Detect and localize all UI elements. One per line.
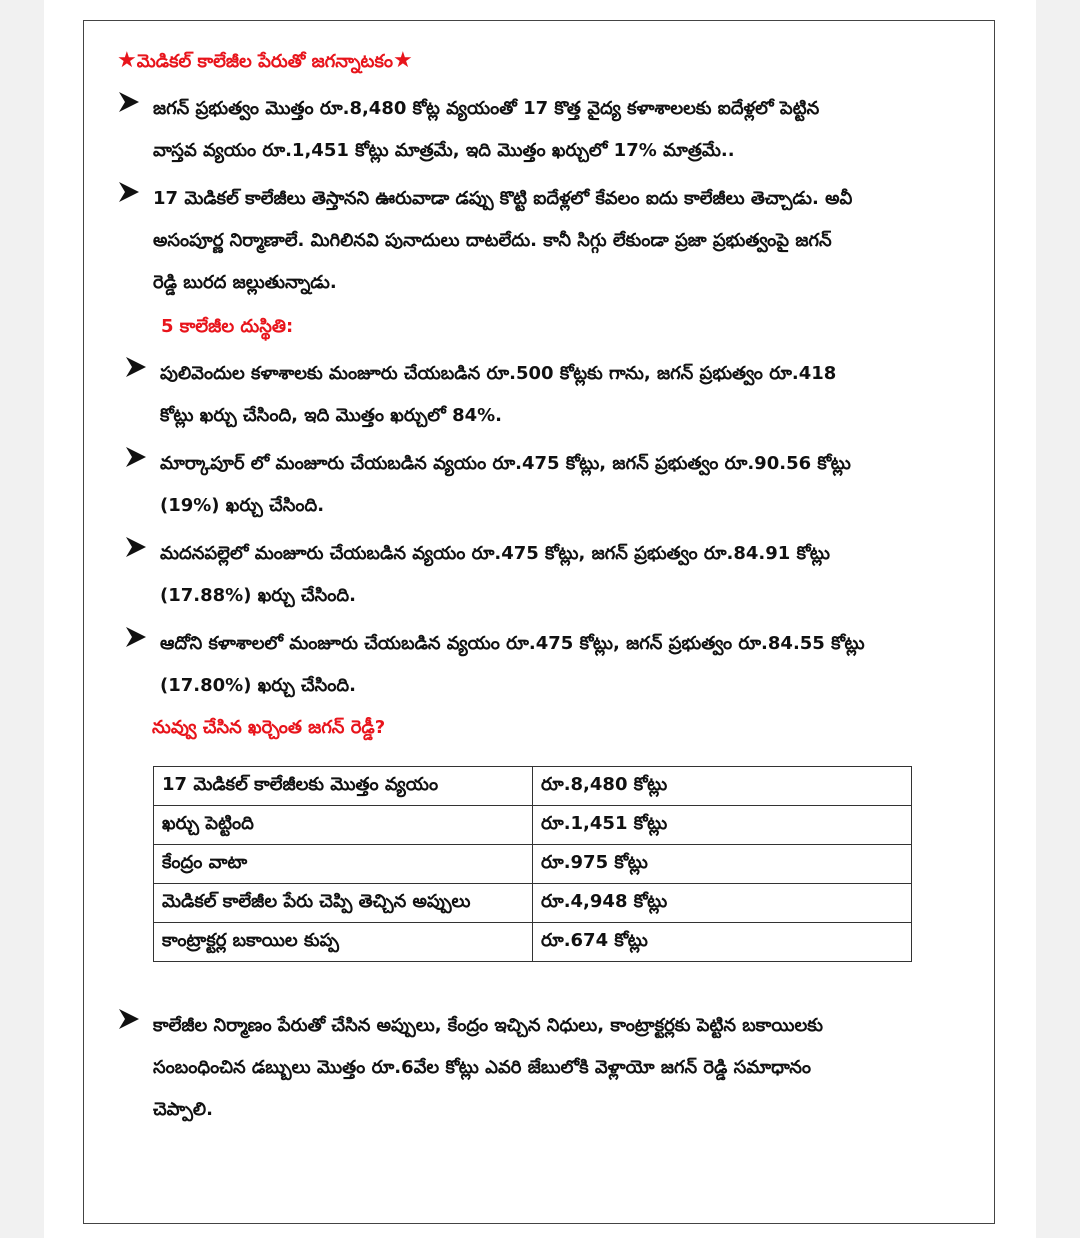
paragraph-line: చెప్పాలి. (153, 1099, 213, 1120)
paragraph-line: అసంపూర్ణ నిర్మాణాలే. మిగిలినవి పునాదులు దాటలేదు. కానీ సిగ్గు లేకుండా ప్రజా ప్రభుత్వంపై జగన్ (153, 230, 832, 251)
college-point (160, 623, 865, 707)
paragraph-line: కాలేజీల నిర్మాణం పేరుతో చేసిన అప్పులు, కేంద్రం ఇచ్చిన నిధులు, కాంట్రాక్టర్లకు పెట్టిన బకాయిలకు (153, 1015, 823, 1036)
paragraph-line: జగన్ ప్రభుత్వం మొత్తం రూ.8,480 కోట్ల వ్యయంతో 17 కొత్త వైద్య కళాశాలలకు ఐదేళ్లలో పెట్టిన (153, 98, 820, 119)
arrowhead-bullet-icon (124, 355, 148, 379)
document-title (117, 48, 413, 76)
arrowhead-bullet-icon (124, 445, 148, 469)
arrowhead-bullet-icon (117, 90, 141, 114)
point-line: (19%) ఖర్చు చేసింది. (160, 495, 325, 516)
document-page (44, 0, 1036, 1238)
table-cell-amount: రూ.975 కోట్లు (533, 845, 912, 884)
college-point (160, 533, 830, 617)
table-cell-label: కాంట్రాక్టర్ల బకాయిల కుప్ప (154, 923, 533, 962)
star-icon: ★ (392, 48, 413, 73)
point-line: మార్కాపూర్ లో మంజూరు చేయబడిన వ్యయం రూ.475 కోట్లు, జగన్ ప్రభుత్వం రూ.90.56 కోట్లు (160, 453, 851, 474)
paragraph-line: రెడ్డి బురద జల్లుతున్నాడు. (153, 272, 337, 293)
point-line: ఆదోని కళాశాలలో మంజూరు చేయబడిన వ్యయం రూ.475 కోట్లు, జగన్ ప్రభుత్వం రూ.84.55 కోట్లు (160, 633, 865, 654)
table-row (154, 923, 912, 962)
table-row (154, 845, 912, 884)
bullet-paragraph (153, 88, 819, 172)
point-line: పులివెందుల కళాశాలకు మంజూరు చేయబడిన రూ.500 కోట్లకు గాను, జగన్ ప్రభుత్వం రూ.418 (160, 363, 837, 384)
point-line: మదనపల్లెలో మంజూరు చేయబడిన వ్యయం రూ.475 కోట్లు, జగన్ ప్రభుత్వం రూ.84.91 కోట్లు (160, 543, 831, 564)
paragraph-line: 17 మెడికల్ కాలేజీలు తెస్తానని ఊరువాడా డప్పు కొట్టి ఐదేళ్లలో కేవలం ఐదు కాలేజీలు తెచ్చాడు. అవీ (153, 188, 853, 209)
subheading-question: నువ్వు చేసిన ఖర్చెంత జగన్ రెడ్డీ? (152, 717, 386, 738)
title-text: మెడికల్ కాలేజీల పేరుతో జగన్నాటకం (136, 51, 393, 72)
table-row (154, 806, 912, 845)
closing-paragraph (153, 1005, 823, 1131)
table-row (154, 884, 912, 923)
point-line: (17.80%) ఖర్చు చేసింది. (160, 675, 356, 696)
point-line: కోట్లు ఖర్చు చేసింది, ఇది మొత్తం ఖర్చులో 84%. (160, 405, 503, 426)
table-cell-amount: రూ.4,948 కోట్లు (533, 884, 912, 923)
table-cell-label: మెడికల్ కాలేజీల పేరు చెప్పి తెచ్చిన అప్పులు (154, 884, 533, 923)
college-point (160, 353, 836, 437)
point-line: (17.88%) ఖర్చు చేసింది. (160, 585, 356, 606)
arrowhead-bullet-icon (117, 180, 141, 204)
bullet-paragraph (153, 178, 852, 304)
paragraph-line: వాస్తవ వ్యయం రూ.1,451 కోట్లు మాత్రమే, ఇది మొత్తం ఖర్చులో 17% మాత్రమే.. (153, 140, 735, 161)
paragraph-line: సంబంధించిన డబ్బులు మొత్తం రూ.6వేల కోట్లు ఎవరి జేబులోకి వెళ్లాయో జగన్ రెడ్డి సమాధానం (153, 1057, 812, 1078)
table-cell-label: కేంద్రం వాటా (154, 845, 533, 884)
table-cell-label: 17 మెడికల్ కాలేజీలకు మొత్తం వ్యయం (154, 767, 533, 806)
table-cell-amount: రూ.8,480 కోట్లు (533, 767, 912, 806)
arrowhead-bullet-icon (124, 535, 148, 559)
cost-table (153, 766, 912, 962)
table-cell-label: ఖర్చు పెట్టింది (154, 806, 533, 845)
table-cell-amount: రూ.674 కోట్లు (533, 923, 912, 962)
star-icon: ★ (117, 48, 137, 73)
college-point (160, 443, 851, 527)
subheading-colleges: 5 కాలేజీల దుస్థితి: (161, 316, 294, 337)
table-row (154, 767, 912, 806)
arrowhead-bullet-icon (124, 625, 148, 649)
table-cell-amount: రూ.1,451 కోట్లు (533, 806, 912, 845)
arrowhead-bullet-icon (117, 1007, 141, 1031)
